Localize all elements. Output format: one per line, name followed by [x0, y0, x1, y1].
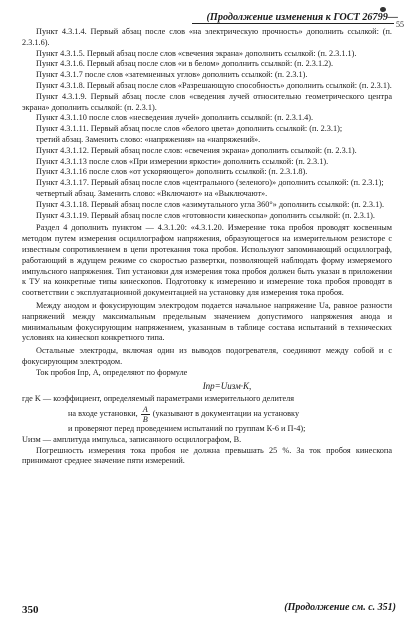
paragraph: Пункт 4.3.1.4. Первый абзац после слов «на электрическую прочность» дополнить ссылкой: (п. 2.3.1.6). — [22, 27, 392, 47]
paragraph: Пункт 4.3.1.6. Первый абзац после слов «и в белом» дополнить ссылкой: (п. 2.3.1.2). — [36, 59, 334, 69]
paragraph: Ток пробоя Iпр, А, определяют по формуле — [36, 367, 188, 377]
paragraph: Пункт 4.3.1.19. Первый абзац после слов «готовности кинескопа» дополнить ссылкой: (п. 2.3.1). — [36, 210, 375, 220]
paragraph: Пункт 4.3.1.8. Первый абзац после слов «Разрешающую способность» дополнить ссылкой: (п. 2.3.1). — [36, 80, 392, 90]
legend-text: на входе установки, — [68, 409, 138, 419]
formula-legend-intro: где K — коэффициент, определяемый параметрами измерительного делителя — [22, 394, 295, 404]
paragraph: Пункт 4.3.1.18. Первый абзац после слов «азимутального угла 360°» дополнить ссылкой: (п. 2.3.1). — [36, 199, 385, 209]
legend-text: (указывают в документации на установку — [152, 409, 300, 419]
paragraph: Остальные электроды, включая один из выводов подогревателя, соединяют между собой и с фокусирующим электродом. — [22, 346, 392, 366]
paragraph: Пункт 4.3.1.5. Первый абзац после слов «свечения экрана» дополнить ссылкой: (п. 2.3.1.1). — [36, 48, 357, 58]
page-number: 350 — [22, 604, 39, 616]
paragraph: Пункт 4.3.1.12. Первый абзац после слов: «свечения экрана» дополнить ссылкой: (п. 2.3.1). — [36, 145, 357, 155]
divider-ratio-fraction — [141, 405, 150, 424]
paragraph: Между анодом и фокусирующим электродом подается начальное напряжение Uа, равное разности напряжений между максимальным предельным значением допустимого напряжения анода и минимальным фокусирующим напряжением, указанным в таблице состава испытаний в технических условиях на кинескоп конкретного типа. — [22, 300, 392, 343]
formula-legend-line: Uизм — амплитуда импульса, записанного осциллографом, В. — [22, 434, 242, 444]
paragraph: третий абзац. Заменить слово: «напряжения» на «напряжений». — [36, 134, 261, 144]
formula-legend-line — [22, 405, 392, 424]
paragraph: Пункт 4.3.1.9. Первый абзац после слов «сведения лучей относительно геометрического центра экрана» дополнить ссылкой: (п. 2.3.1). — [22, 91, 392, 112]
breakdown-current-formula: Iпр=Uизм·K, — [202, 380, 252, 391]
paragraph: Погрешность измерения тока пробоя не должна превышать 25 %. За ток пробоя кинескопа принимают среднее значение пяти измерений. — [22, 445, 392, 466]
paragraph: Раздел 4 дополнить пунктом — 4.3.1.20: «4.3.1.20. Измерение тока пробоя проводят косвенным методом путем измерения осциллографом напряжения, образующегося на измерительном резисторе с известным сопротивлением в цепи протекания тока пробоя. Используют запоминающий осциллограф, работающий в ждущем режиме со скоростью развертки, позволяющей наблюдать форму измеряемого импульсного напряжения. Тип установки для измерения тока пробоя должен быть указан в приложении к ТУ на конкретные типы кинескопов. Подготовку к измерению и измерение тока пробоя проводят в соответствии с эксплуатационной документацией на установку для измерения тока пробоя. — [22, 223, 392, 298]
header-rule — [192, 23, 394, 24]
paragraph: Пункт 4.3.1.10 после слов «несведения лучей» дополнить ссылкой: (п. 2.3.1.4). — [36, 113, 314, 123]
continuation-note: (Продолжение см. с. 351) — [284, 602, 396, 613]
document-body — [22, 27, 392, 467]
corner-mark: 55 — [396, 20, 404, 29]
formula-legend-line: и проверяют перед проведением испытаний по группам К-6 и П-4); — [68, 424, 306, 434]
paragraph: четвертый абзац. Заменить слово: «Включают» на «Выключают». — [36, 188, 268, 198]
fraction-numerator: A — [142, 405, 148, 415]
paragraph: Пункт 4.3.1.13 после слов «При измерении яркости» дополнить ссылкой: (п. 2.3.1). — [36, 156, 329, 166]
paragraph: Пункт 4.3.1.7 после слов «затемненных углов» дополнить ссылкой: (п. 2.3.1). — [36, 70, 308, 80]
paragraph: Пункт 4.3.1.16 после слов «от ускоряющего» дополнить ссылкой: (п. 2.3.1.8). — [36, 167, 308, 177]
fraction-denominator: B — [142, 415, 148, 425]
running-header: (Продолжение изменения к ГОСТ 26799— — [206, 12, 398, 23]
paragraph: Пункт 4.3.1.11. Первый абзац после слов «белого цвета» дополнить ссылкой: (п. 2.3.1); — [36, 124, 343, 134]
scan-speck — [380, 7, 386, 12]
paragraph: Пункт 4.3.1.17. Первый абзац после слов «центрального (зеленого)» дополнить ссылкой: (п. 2.3.1); — [36, 178, 384, 188]
